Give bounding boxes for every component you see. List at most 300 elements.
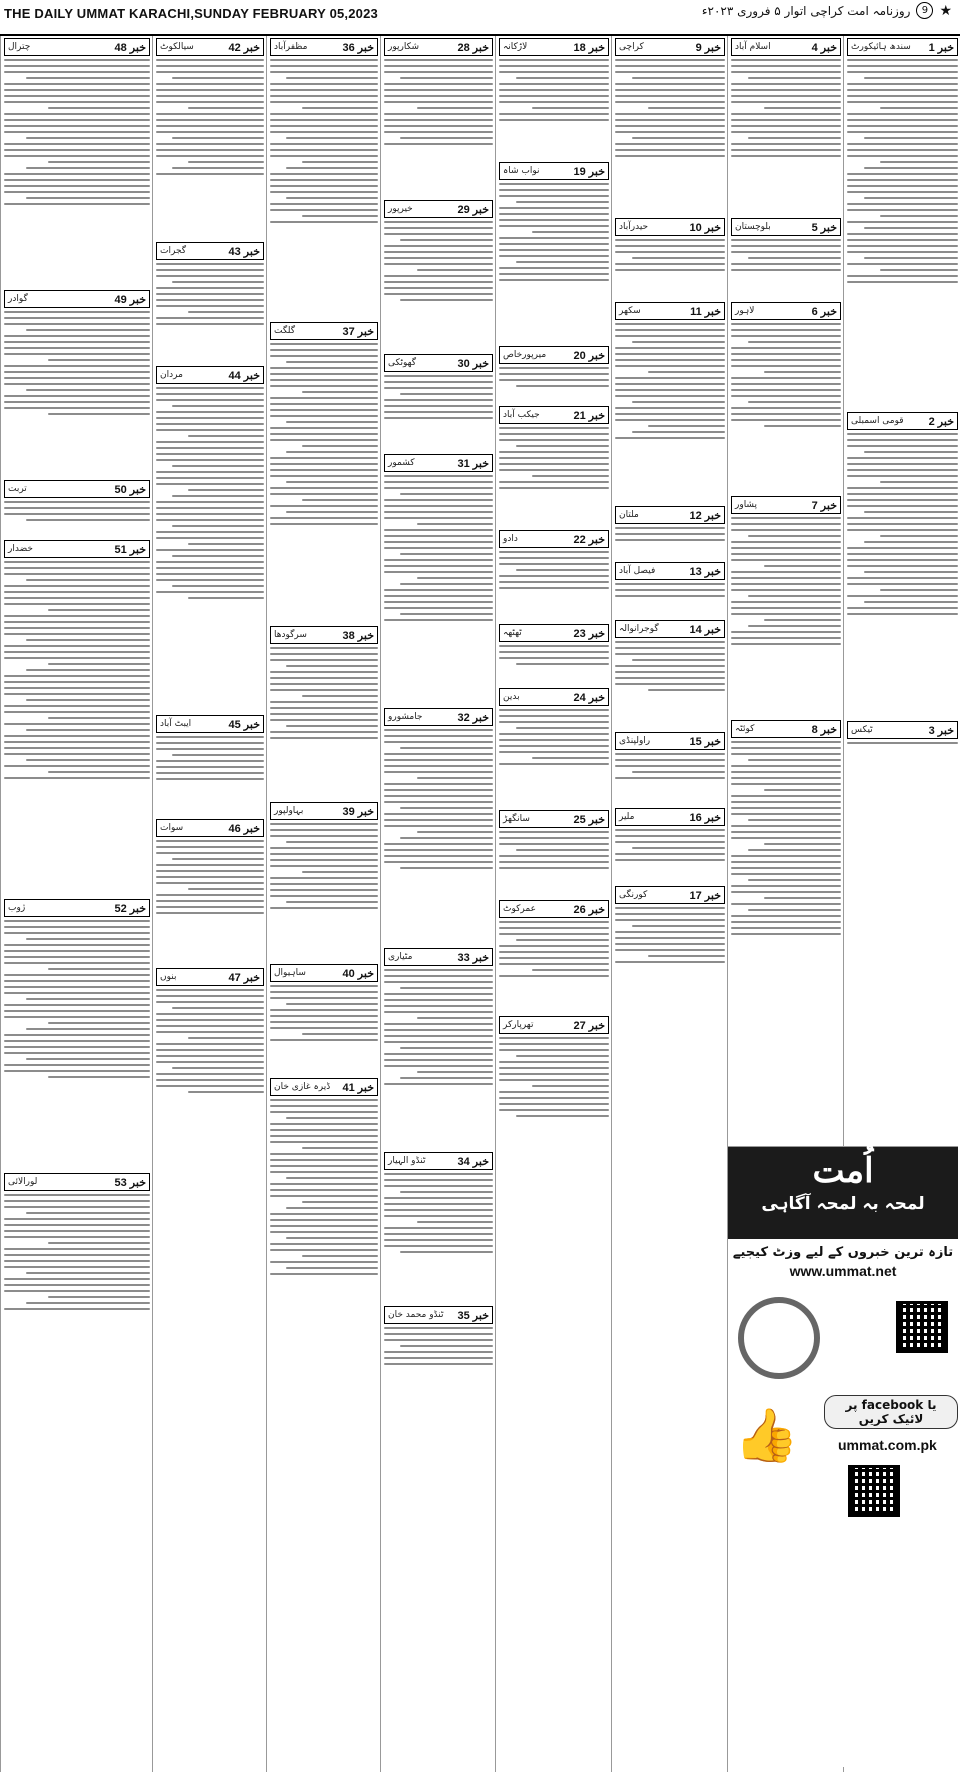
text-line (26, 998, 150, 1000)
text-line (4, 95, 150, 97)
facebook-like-pill[interactable]: یا facebook پر لائیک کریں (824, 1395, 958, 1429)
news-item (847, 38, 958, 408)
text-line (48, 1076, 150, 1078)
text-line (156, 441, 264, 443)
item-header (156, 715, 264, 733)
item-text (847, 430, 958, 717)
text-line (286, 167, 378, 169)
text-line (847, 209, 958, 211)
text-line (748, 909, 842, 911)
text-line (4, 585, 150, 587)
text-line (270, 1165, 378, 1167)
item-category: ٹنڈو محمد خان (388, 1310, 444, 1320)
text-line (4, 185, 150, 187)
news-item (499, 530, 609, 620)
text-line (384, 293, 493, 295)
text-line (384, 481, 493, 483)
text-line (764, 425, 841, 427)
text-line (384, 789, 493, 791)
news-item (615, 808, 725, 882)
text-line (632, 771, 726, 773)
text-line (4, 89, 150, 91)
text-line (270, 373, 378, 375)
text-line (26, 329, 150, 331)
item-text (499, 56, 609, 158)
item-number: خبر 28 (457, 41, 489, 54)
news-item (731, 720, 841, 1042)
item-text (499, 918, 609, 1012)
text-line (384, 505, 493, 507)
qr-code-icon (896, 1301, 948, 1353)
text-line (384, 1029, 493, 1031)
text-line (864, 197, 958, 199)
text-line (615, 539, 725, 541)
text-line (270, 143, 378, 145)
text-line (532, 1085, 609, 1087)
text-line (499, 237, 609, 239)
text-line (615, 419, 725, 421)
item-text (156, 384, 264, 711)
news-item (731, 38, 841, 214)
item-number: خبر 43 (228, 245, 260, 258)
news-item (4, 899, 150, 1169)
text-line (270, 119, 378, 121)
text-line (156, 417, 264, 419)
text-line (516, 727, 610, 729)
text-line (270, 493, 378, 495)
text-line (270, 853, 378, 855)
text-line (384, 119, 493, 121)
text-line (270, 1273, 378, 1275)
text-line (384, 1333, 493, 1335)
text-line (384, 571, 493, 573)
text-line (26, 1302, 150, 1304)
text-line (4, 693, 150, 695)
item-number: خبر 31 (457, 457, 489, 470)
text-line (286, 511, 378, 513)
text-line (384, 1339, 493, 1341)
item-category: فیصل آباد (619, 566, 656, 576)
text-line (847, 457, 958, 459)
text-line (4, 980, 150, 982)
text-line (615, 595, 725, 597)
text-line (499, 1103, 609, 1105)
text-line (731, 83, 841, 85)
text-line (270, 713, 378, 715)
item-category: پشاور (735, 500, 757, 510)
ad-url2[interactable]: ummat.com.pk (838, 1437, 937, 1453)
page-number: 9 (916, 2, 933, 19)
item-category: سرگودھا (274, 630, 307, 640)
item-number: خبر 34 (457, 1155, 489, 1168)
text-line (4, 407, 150, 409)
text-line (156, 882, 264, 884)
text-line (731, 407, 841, 409)
text-line (532, 107, 609, 109)
item-category: ڈیرہ غازی خان (274, 1082, 331, 1092)
text-line (384, 275, 493, 277)
text-line (731, 825, 841, 827)
text-line (384, 95, 493, 97)
text-line (384, 399, 493, 401)
text-line (4, 932, 150, 934)
text-line (384, 601, 493, 603)
text-line (384, 607, 493, 609)
item-number: خبر 17 (689, 889, 721, 902)
text-line (156, 323, 264, 325)
text-line (4, 1248, 150, 1250)
text-line (384, 843, 493, 845)
text-line (847, 607, 958, 609)
text-line (731, 807, 841, 809)
item-header (499, 900, 609, 918)
item-text (270, 820, 378, 960)
news-item (270, 964, 378, 1074)
text-line (499, 739, 609, 741)
text-line (156, 305, 264, 307)
text-line (847, 221, 958, 223)
text-line (156, 101, 264, 103)
text-line (270, 1171, 378, 1173)
text-line (384, 771, 493, 773)
text-line (384, 589, 493, 591)
text-line (270, 101, 378, 103)
text-line (384, 759, 493, 761)
text-line (516, 1055, 610, 1057)
column-6 (266, 36, 381, 1772)
text-line (156, 113, 264, 115)
text-line (4, 335, 150, 337)
text-line (731, 149, 841, 151)
text-line (270, 397, 378, 399)
text-line (615, 931, 725, 933)
text-line (172, 77, 264, 79)
item-number: خبر 1 (928, 41, 954, 54)
text-line (615, 907, 725, 909)
item-number: خبر 37 (342, 325, 374, 338)
text-line (270, 367, 378, 369)
text-line (26, 197, 150, 199)
text-line (156, 83, 264, 85)
text-line (499, 715, 609, 717)
text-line (499, 83, 609, 85)
text-line (270, 1243, 378, 1245)
qr-code-icon (848, 1465, 900, 1517)
item-header (156, 366, 264, 384)
text-line (4, 371, 150, 373)
news-item (384, 200, 493, 350)
item-text (156, 837, 264, 964)
text-line (302, 391, 378, 393)
item-number: خبر 36 (342, 41, 374, 54)
text-line (156, 906, 264, 908)
text-line (499, 59, 609, 61)
text-line (499, 373, 609, 375)
text-line (384, 1233, 493, 1235)
text-line (26, 1028, 150, 1030)
item-number: خبر 51 (114, 543, 146, 556)
item-header (384, 1306, 493, 1324)
item-header (499, 1016, 609, 1034)
text-line (270, 523, 378, 525)
item-category: چترال (8, 42, 31, 52)
text-line (302, 161, 378, 163)
item-text (384, 372, 493, 450)
text-line (400, 987, 493, 989)
text-line (270, 1189, 378, 1191)
item-number: خبر 20 (573, 349, 605, 362)
item-text (615, 524, 725, 558)
item-category: لاہور (735, 306, 755, 316)
text-line (384, 227, 493, 229)
text-line (384, 233, 493, 235)
item-text (499, 1034, 609, 1166)
text-line (270, 1021, 378, 1023)
item-category: ایبٹ آباد (160, 719, 192, 729)
text-line (270, 59, 378, 61)
text-line (172, 858, 264, 860)
item-category: خیرپور (388, 204, 413, 214)
item-text (4, 56, 150, 286)
ad-url1[interactable]: www.ummat.net (789, 1263, 897, 1279)
text-line (26, 1272, 150, 1274)
text-line (4, 501, 150, 503)
text-line (286, 1003, 378, 1005)
text-line (499, 867, 609, 869)
text-line (4, 1206, 150, 1208)
text-line (847, 433, 958, 435)
text-line (615, 853, 725, 855)
text-line (731, 89, 841, 91)
text-line (847, 559, 958, 561)
text-line (286, 361, 378, 363)
news-item (270, 38, 378, 318)
item-header (731, 38, 841, 56)
item-header (731, 302, 841, 320)
text-line (4, 353, 150, 355)
text-line (648, 955, 725, 957)
text-line (764, 371, 841, 373)
text-line (731, 131, 841, 133)
text-line (748, 77, 842, 79)
text-line (499, 189, 609, 191)
text-line (270, 131, 378, 133)
text-line (499, 1037, 609, 1039)
item-header (156, 968, 264, 986)
item-number: خبر 18 (573, 41, 605, 54)
text-line (302, 215, 378, 217)
text-line (384, 1053, 493, 1055)
item-header (4, 1173, 150, 1191)
text-line (499, 213, 609, 215)
text-line (4, 974, 150, 976)
text-line (384, 783, 493, 785)
text-line (270, 683, 378, 685)
item-header (615, 886, 725, 904)
text-line (731, 885, 841, 887)
text-line (499, 709, 609, 711)
news-item (615, 218, 725, 298)
text-line (4, 401, 150, 403)
text-line (384, 1065, 493, 1067)
text-line (499, 721, 609, 723)
text-line (286, 451, 378, 453)
text-line (286, 1177, 378, 1179)
text-line (499, 921, 609, 923)
text-line (864, 167, 958, 169)
text-line (270, 1183, 378, 1185)
text-line (731, 419, 841, 421)
text-line (302, 871, 378, 873)
text-line (4, 1034, 150, 1036)
item-text (270, 340, 378, 622)
item-text (499, 548, 609, 620)
text-line (615, 961, 725, 963)
text-line (270, 1135, 378, 1137)
text-line (4, 1224, 150, 1226)
text-line (615, 323, 725, 325)
text-line (748, 879, 842, 881)
text-line (48, 1296, 150, 1298)
text-line (4, 597, 150, 599)
text-line (748, 257, 842, 259)
text-line (188, 1091, 264, 1093)
item-text (156, 260, 264, 362)
text-line (648, 107, 725, 109)
text-line (156, 387, 264, 389)
news-item (156, 715, 264, 815)
text-line (4, 1200, 150, 1202)
text-line (417, 1071, 493, 1073)
text-line (156, 549, 264, 551)
text-line (516, 849, 610, 851)
text-line (26, 669, 150, 671)
text-line (302, 1255, 378, 1257)
text-line (615, 119, 725, 121)
item-category: گلگت (274, 326, 296, 336)
text-line (384, 1357, 493, 1359)
text-line (188, 161, 264, 163)
text-line (270, 403, 378, 405)
news-item (499, 1016, 609, 1166)
item-category: سکھر (619, 306, 641, 316)
text-line (172, 405, 264, 407)
text-line (615, 131, 725, 133)
item-header (731, 218, 841, 236)
text-line (731, 631, 841, 633)
text-line (731, 873, 841, 875)
text-line (384, 257, 493, 259)
text-line (48, 717, 150, 719)
text-line (384, 1209, 493, 1211)
text-line (417, 523, 493, 525)
text-line (499, 1079, 609, 1081)
text-line (864, 77, 958, 79)
text-line (156, 447, 264, 449)
text-line (384, 975, 493, 977)
text-line (731, 867, 841, 869)
text-line (4, 155, 150, 157)
item-category: تربت (8, 484, 27, 494)
text-line (384, 855, 493, 857)
item-category: حیدرآباد (619, 222, 649, 232)
text-line (286, 197, 378, 199)
text-line (286, 1117, 378, 1119)
item-text (384, 966, 493, 1148)
news-item (156, 242, 264, 362)
text-line (172, 495, 264, 497)
item-text (731, 514, 841, 716)
item-text (270, 56, 378, 318)
text-line (286, 1267, 378, 1269)
item-category: دادو (503, 534, 518, 544)
text-line (4, 1260, 150, 1262)
item-category: کشمور (388, 458, 415, 468)
item-category: ساہیوال (274, 968, 306, 978)
text-line (615, 365, 725, 367)
text-line (499, 433, 609, 435)
item-number: خبر 47 (228, 971, 260, 984)
text-line (516, 569, 610, 571)
text-line (26, 137, 150, 139)
news-item (615, 620, 725, 728)
text-line (384, 999, 493, 1001)
text-line (615, 407, 725, 409)
text-line (847, 179, 958, 181)
item-text (270, 644, 378, 798)
text-line (615, 653, 725, 655)
item-number: خبر 26 (573, 903, 605, 916)
item-number: خبر 49 (114, 293, 146, 306)
item-category: میرپورخاص (503, 350, 547, 360)
text-line (499, 557, 609, 559)
text-line (648, 425, 725, 427)
text-line (615, 835, 725, 837)
text-line (847, 95, 958, 97)
news-item (384, 454, 493, 704)
text-line (270, 155, 378, 157)
text-line (156, 483, 264, 485)
text-line (4, 747, 150, 749)
text-line (270, 1027, 378, 1029)
text-line (499, 451, 609, 453)
text-line (270, 1213, 378, 1215)
text-line (156, 748, 264, 750)
news-item (499, 406, 609, 526)
text-line (615, 641, 725, 643)
text-line (731, 903, 841, 905)
text-line (172, 1067, 264, 1069)
news-item (4, 540, 150, 895)
text-line (270, 985, 378, 987)
text-line (270, 647, 378, 649)
item-category: ملتان (619, 510, 639, 520)
news-item (615, 38, 725, 214)
text-line (270, 1009, 378, 1011)
text-line (847, 742, 958, 744)
text-line (384, 1215, 493, 1217)
text-line (847, 251, 958, 253)
text-line (615, 589, 725, 591)
text-line (615, 269, 725, 271)
item-number: خبر 50 (114, 483, 146, 496)
text-line (156, 95, 264, 97)
text-line (731, 861, 841, 863)
text-line (26, 938, 150, 940)
item-number: خبر 48 (114, 41, 146, 54)
text-line (847, 475, 958, 477)
text-line (731, 613, 841, 615)
